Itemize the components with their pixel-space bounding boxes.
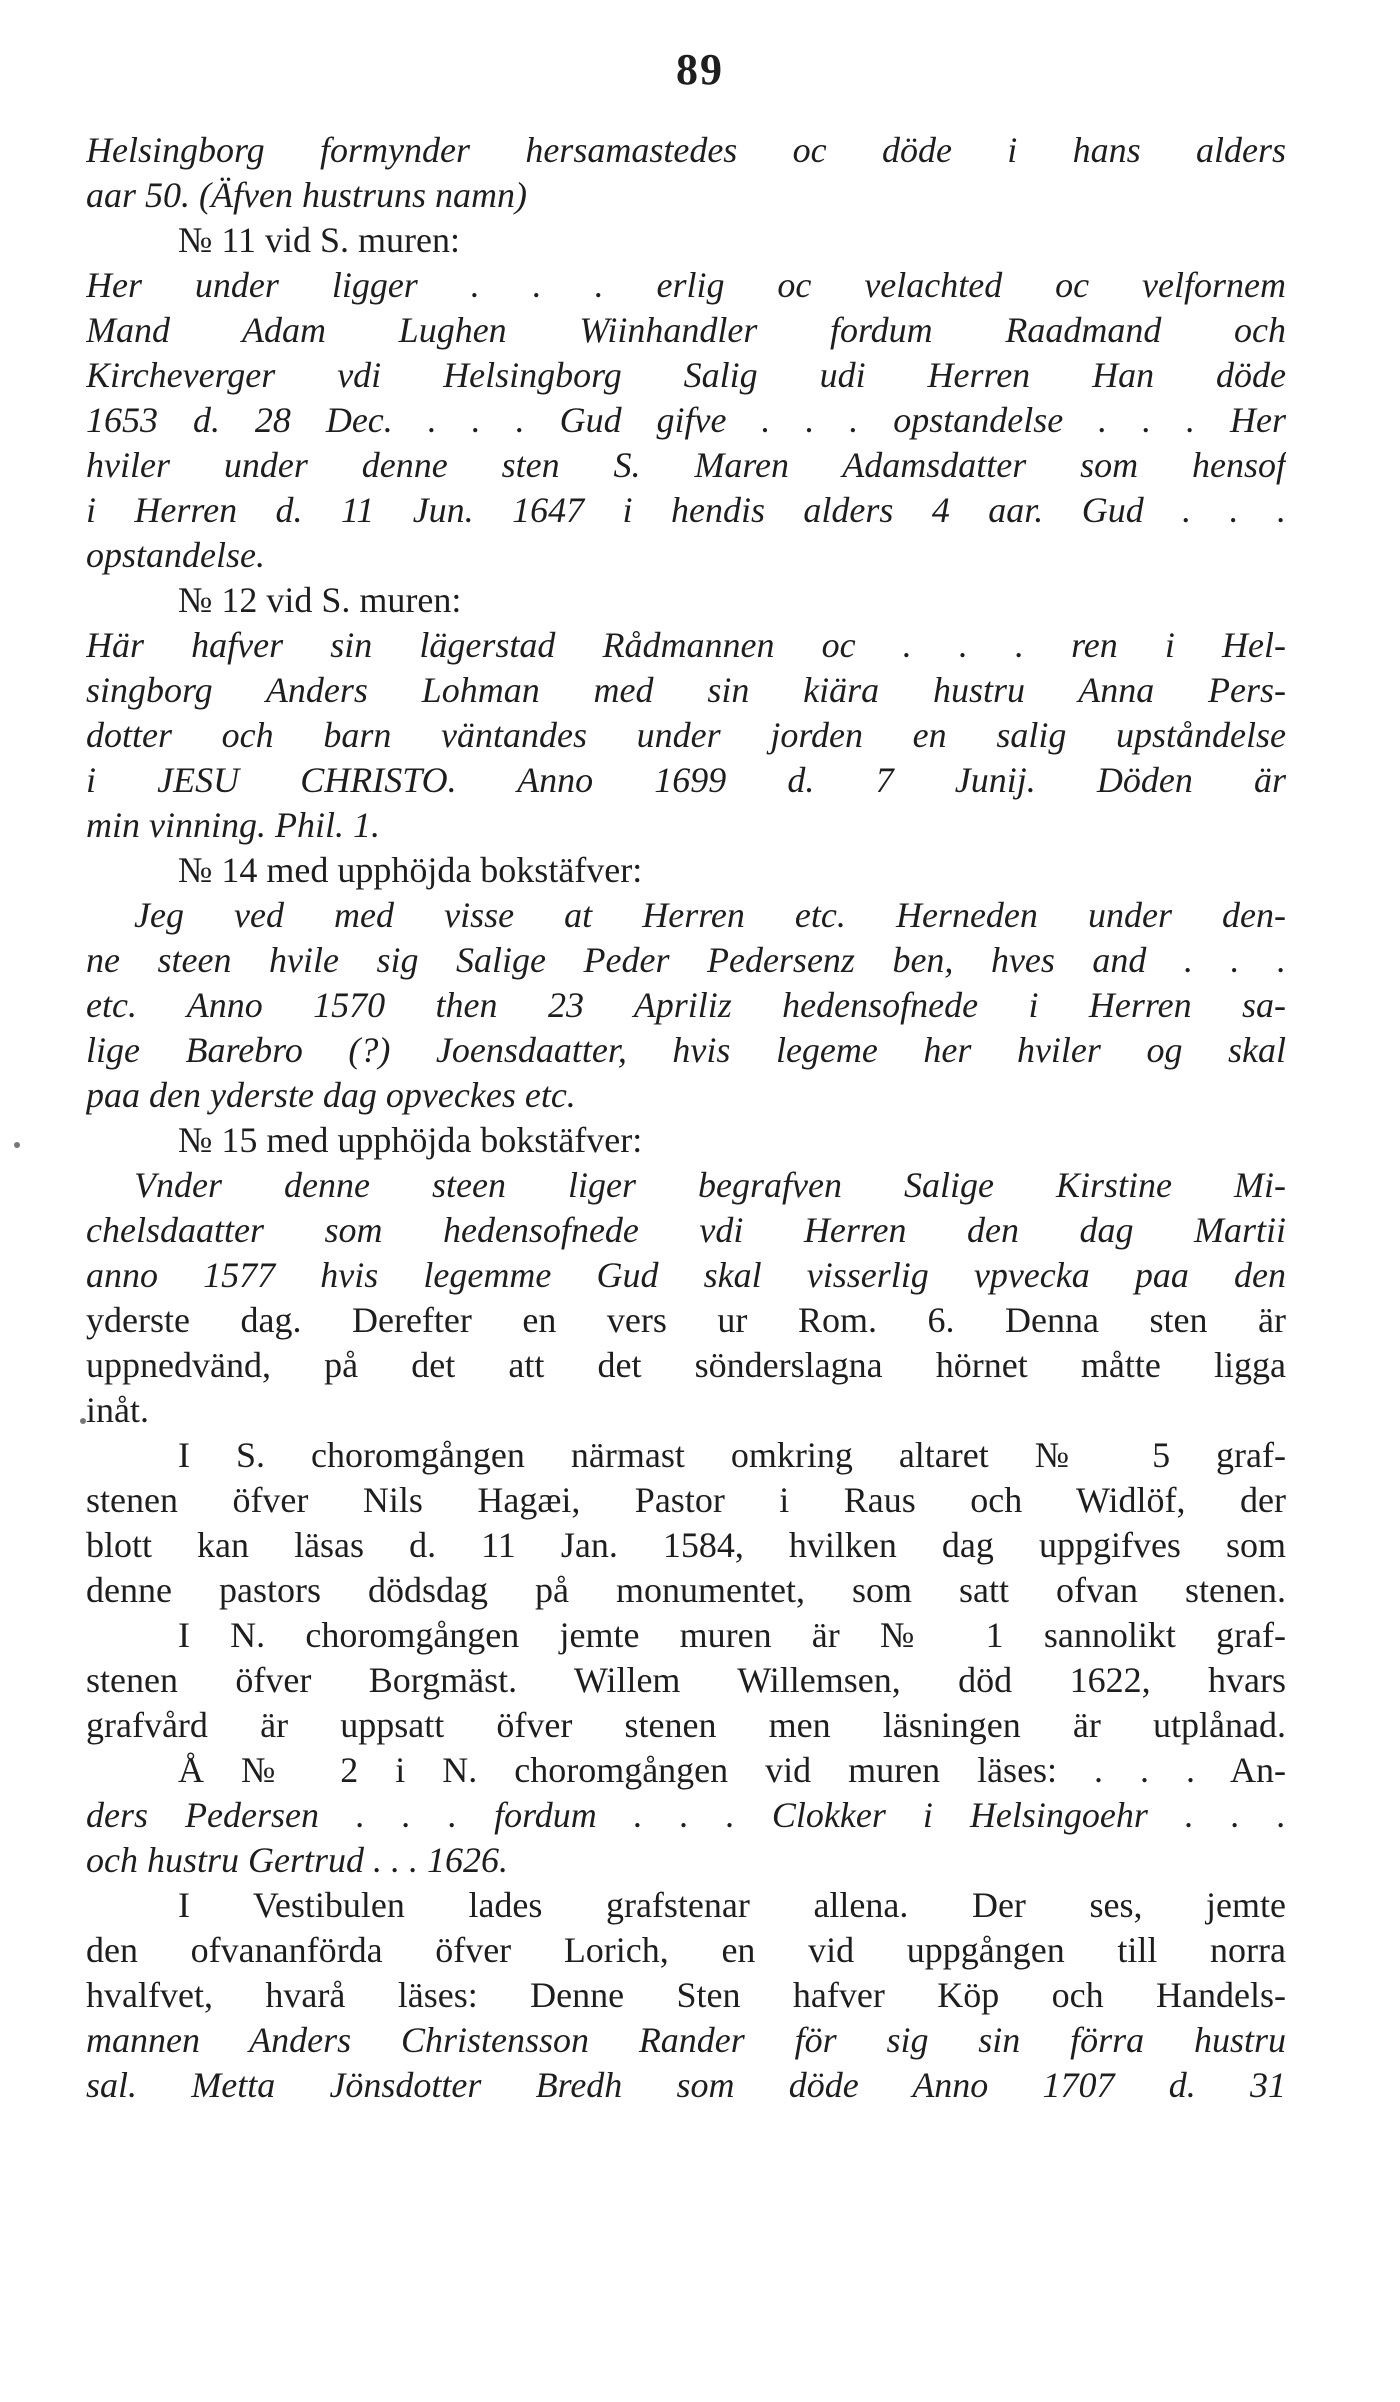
text-line: Her under ligger . . . erlig oc velachted oc velfornem — [86, 265, 1286, 305]
text-line: stenen öfver Borgmäst. Willem Willemsen, död 1622, hvars — [86, 1660, 1286, 1700]
text-line: № 12 vid S. muren: — [178, 580, 462, 620]
text-line: Vnder denne steen liger begrafven Salige Kirstine Mi- — [134, 1165, 1286, 1205]
text-line: paa den yderste dag opveckes etc. — [86, 1075, 576, 1115]
text-line: etc. Anno 1570 then 23 Apriliz hedensofnede i Herren sa- — [86, 985, 1286, 1025]
text-line: Å № 2 i N. choromgången vid muren läses: . . . An- — [178, 1750, 1286, 1790]
text-line: denne pastors dödsdag på monumentet, som satt ofvan stenen. — [86, 1570, 1286, 1610]
text-line: Mand Adam Lughen Wiinhandler fordum Raadmand och — [86, 310, 1286, 350]
page-number: 89 — [676, 45, 724, 94]
text-line: och hustru Gertrud . . . 1626. — [86, 1840, 508, 1880]
text-line: Helsingborg formynder hersamastedes oc döde i hans alders — [86, 130, 1286, 170]
text-line: stenen öfver Nils Hagæi, Pastor i Raus och Widlöf, der — [86, 1480, 1286, 1520]
stray-mark — [80, 1418, 86, 1424]
text-line: hviler under denne sten S. Maren Adamsdatter som hensof — [86, 445, 1286, 485]
text-line: hvalfvet, hvarå läses: Denne Sten hafver Köp och Handels- — [86, 1975, 1286, 2015]
text-line: Här hafver sin lägerstad Rådmannen oc . . . ren i Hel- — [86, 625, 1286, 665]
text-line: anno 1577 hvis legemme Gud skal visserlig vpvecka paa den — [86, 1255, 1286, 1295]
text-line: aar 50. (Äfven hustruns namn) — [86, 175, 527, 215]
text-line: lige Barebro (?) Joensdaatter, hvis legeme her hviler og skal — [86, 1030, 1286, 1070]
text-line: № 14 med upphöjda bokstäfver: — [178, 850, 643, 890]
text-line: yderste dag. Derefter en vers ur Rom. 6. Denna sten är — [86, 1300, 1286, 1340]
text-line: dotter och barn väntandes under jorden en salig upståndelse — [86, 715, 1286, 755]
text-line: ders Pedersen . . . fordum . . . Clokker i Helsingoehr . . . — [86, 1795, 1286, 1835]
text-line: uppnedvänd, på det att det sönderslagna hörnet måtte ligga — [86, 1345, 1286, 1385]
text-line: blott kan läsas d. 11 Jan. 1584, hvilken dag uppgifves som — [86, 1525, 1286, 1565]
stray-mark — [14, 1142, 20, 1148]
text-line: min vinning. Phil. 1. — [86, 805, 380, 845]
text-line: I S. choromgången närmast omkring altaret № 5 graf- — [178, 1435, 1286, 1475]
text-line: 1653 d. 28 Dec. . . . Gud gifve . . . opstandelse . . . Her — [86, 400, 1286, 440]
text-line: sal. Metta Jönsdotter Bredh som döde Anno 1707 d. 31 — [86, 2065, 1286, 2105]
text-line: den ofvananförda öfver Lorich, en vid uppgången till norra — [86, 1930, 1286, 1970]
text-line: I N. choromgången jemte muren är № 1 sannolikt graf- — [178, 1615, 1286, 1655]
text-line: i JESU CHRISTO. Anno 1699 d. 7 Junij. Döden är — [86, 760, 1286, 800]
text-line: ne steen hvile sig Salige Peder Pedersenz ben, hves and . . . — [86, 940, 1286, 980]
text-line: Jeg ved med visse at Herren etc. Herneden under den- — [134, 895, 1286, 935]
body-text — [86, 128, 1286, 2108]
text-line: i Herren d. 11 Jun. 1647 i hendis alders 4 aar. Gud . . . — [86, 490, 1286, 530]
text-line: inåt. — [86, 1390, 149, 1430]
text-line: Kircheverger vdi Helsingborg Salig udi Herren Han döde — [86, 355, 1286, 395]
text-line: mannen Anders Christensson Rander för sig sin förra hustru — [86, 2020, 1286, 2060]
text-line: № 15 med upphöjda bokstäfver: — [178, 1120, 643, 1160]
text-line: grafvård är uppsatt öfver stenen men läsningen är utplånad. — [86, 1705, 1286, 1745]
text-line: № 11 vid S. muren: — [178, 220, 461, 260]
text-line: chelsdaatter som hedensofnede vdi Herren den dag Martii — [86, 1210, 1286, 1250]
text-line: singborg Anders Lohman med sin kiära hustru Anna Pers- — [86, 670, 1286, 710]
text-line: opstandelse. — [86, 535, 265, 575]
text-line: I Vestibulen lades grafstenar allena. Der ses, jemte — [178, 1885, 1286, 1925]
